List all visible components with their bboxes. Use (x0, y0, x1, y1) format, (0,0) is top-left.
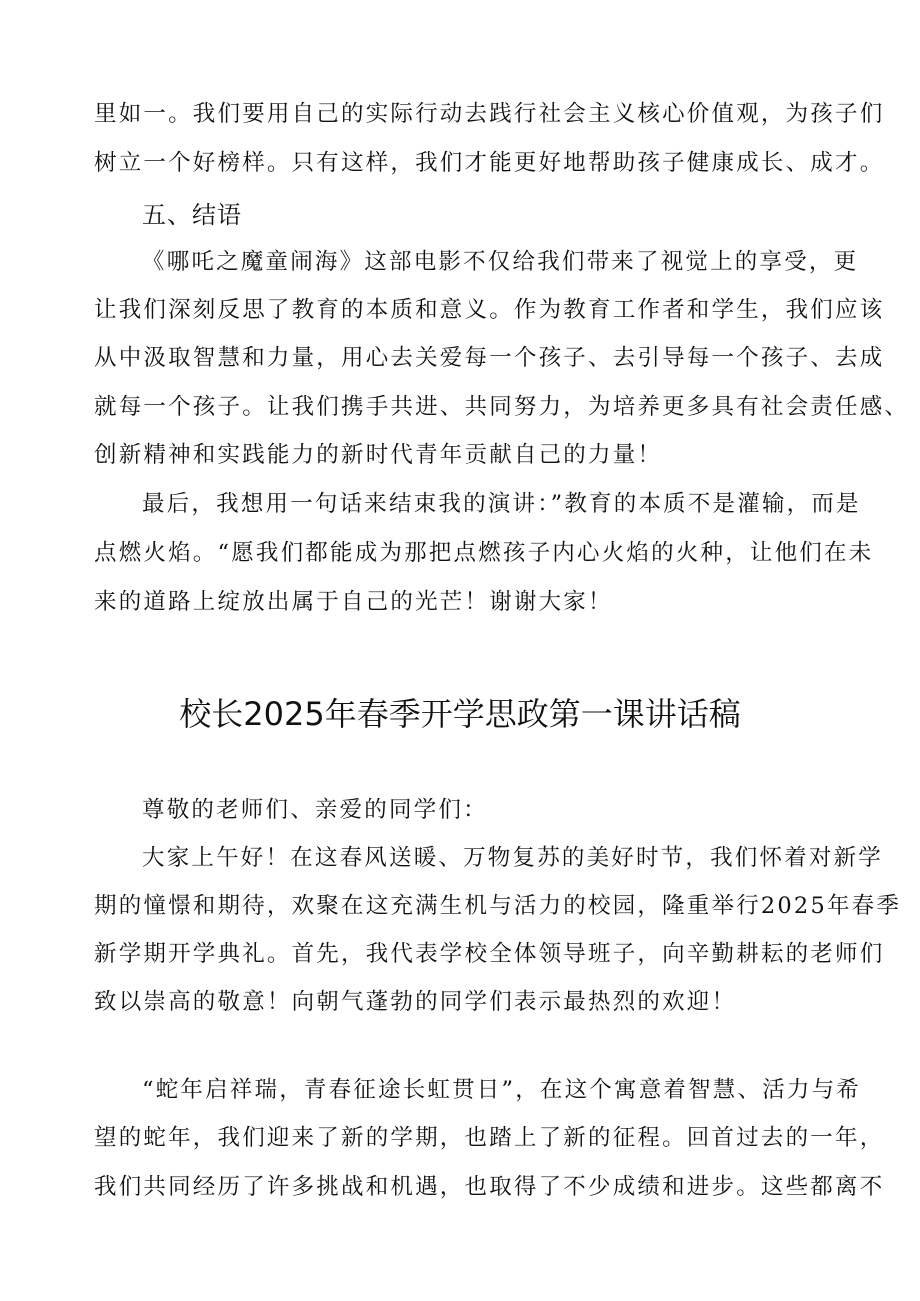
paragraph-line: 我们共同经历了许多挑战和机遇，也取得了不少成绩和进步。这些都离不 (94, 1174, 885, 1200)
paragraph-line: 让我们深刻反思了教育的本质和意义。作为教育工作者和学生，我们应该 (94, 297, 885, 323)
paragraph-line: “蛇年启祥瑞，青春征途长虹贯日”，在这个寓意着智慧、活力与希 (142, 1077, 862, 1103)
paragraph-line: 新学期开学典礼。首先，我代表学校全体领导班子，向辛勤耕耘的老师们 (94, 941, 885, 967)
paragraph-line: 树立一个好榜样。只有这样，我们才能更好地帮助孩子健康成长、成才。 (94, 150, 885, 176)
paragraph-line: 最后，我想用一句话来结束我的演讲：”教育的本质不是灌输，而是 (142, 491, 861, 517)
paragraph-line: 望的蛇年，我们迎来了新的学期，也踏上了新的征程。回首过去的一年， (94, 1125, 885, 1151)
paragraph-line: 创新精神和实践能力的新时代青年贡献自己的力量！ (94, 442, 663, 468)
paragraph-line: 就每一个孩子。让我们携手共进、共同努力，为培养更多具有社会责任感、 (94, 394, 910, 420)
section-heading: 五、结语 (142, 201, 242, 229)
paragraph-line: 从中汲取智慧和力量，用心去关爱每一个孩子、去引导每一个孩子、去成 (94, 345, 885, 371)
paragraph-line: 来的道路上绽放出属于自己的光芒！谢谢大家！ (94, 589, 613, 615)
paragraph-line: 期的憧憬和期待，欢聚在这充满生机与活力的校园，隆重举行2025年春季 (94, 893, 902, 919)
paragraph-line: 大家上午好！在这春风送暖、万物复苏的美好时节，我们怀着对新学 (142, 845, 884, 871)
paragraph-line: 致以崇高的敬意！向朝气蓬勃的同学们表示最热烈的欢迎！ (94, 989, 737, 1015)
paragraph-line: 《哪吒之魔童闹海》这部电影不仅给我们带来了视觉上的享受，更 (142, 249, 859, 275)
paragraph-line: 里如一。我们要用自己的实际行动去践行社会主义核心价值观，为孩子们 (94, 101, 885, 127)
greeting: 尊敬的老师们、亲爱的同学们： (142, 797, 488, 823)
paragraph-line: 点燃火焰。“愿我们都能成为那把点燃孩子内心火焰的火种，让他们在未 (94, 540, 874, 566)
article-title: 校长2025年春季开学思政第一课讲话稿 (179, 695, 741, 733)
